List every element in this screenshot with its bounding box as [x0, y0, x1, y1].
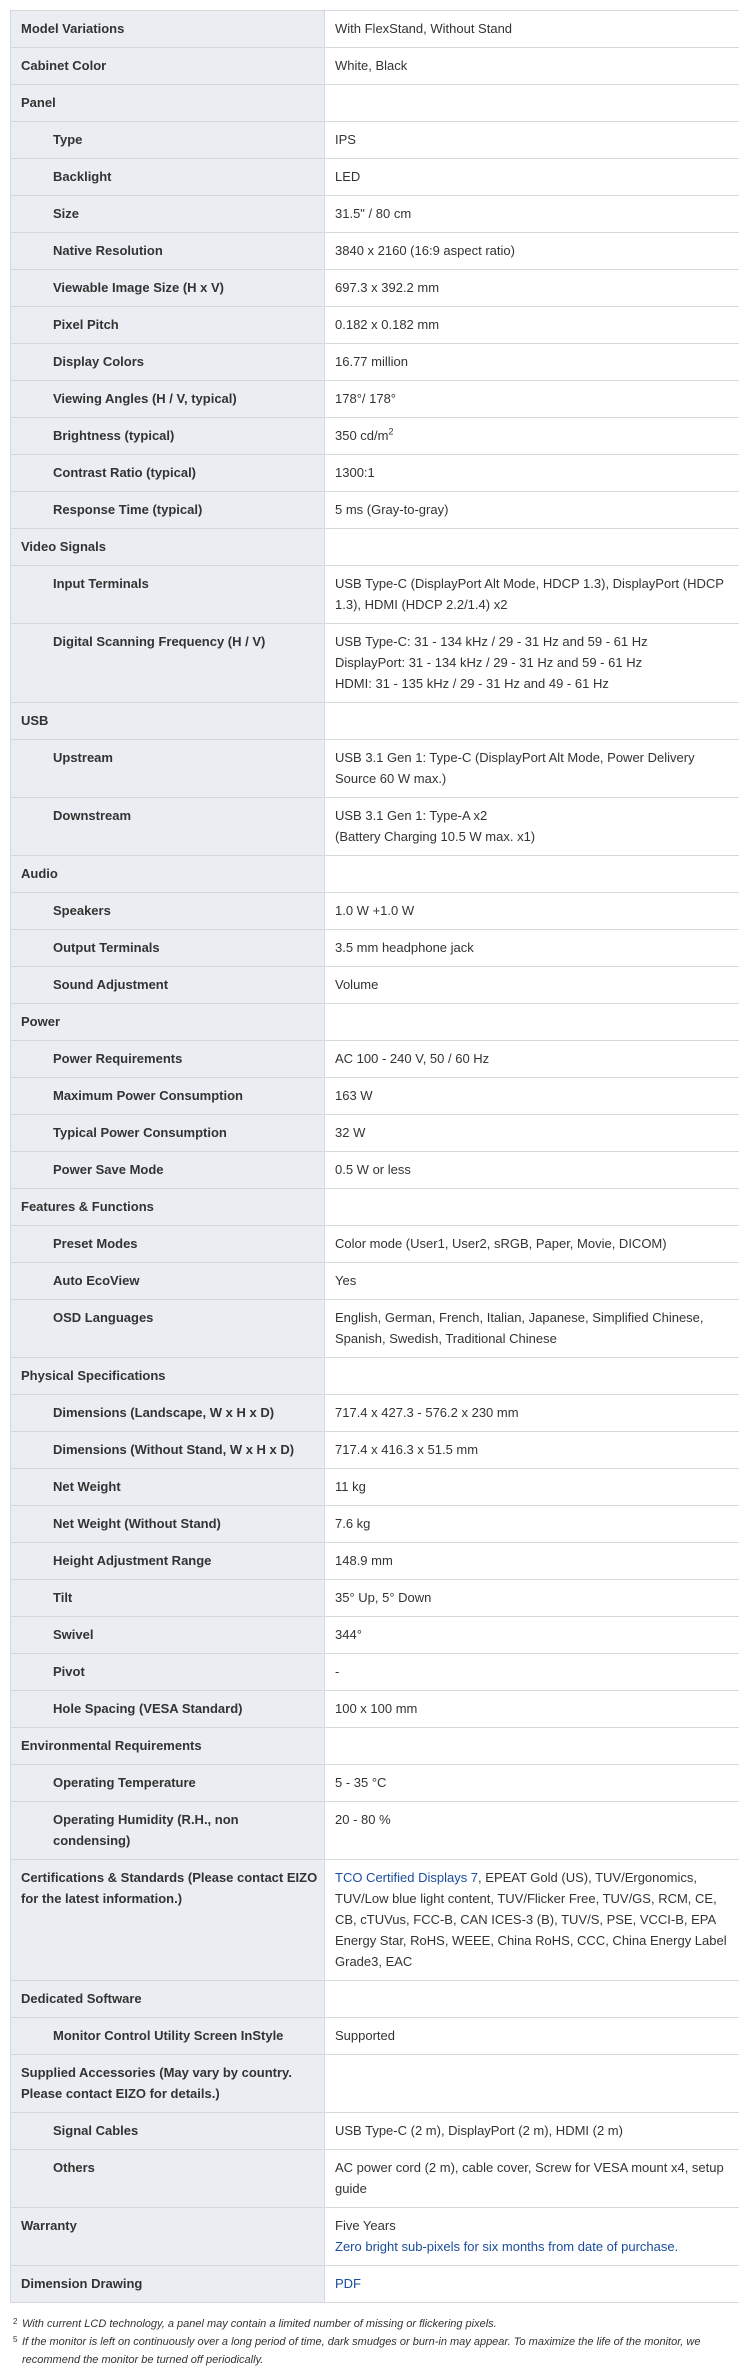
spec-value-line: Supported [335, 2025, 737, 2046]
spec-row [11, 159, 739, 196]
spec-value [325, 1004, 739, 1041]
spec-value [325, 798, 739, 856]
spec-value-line: 16.77 million [335, 351, 737, 372]
spec-section-row [11, 856, 739, 893]
spec-label: Size [11, 196, 325, 233]
spec-value-line: USB Type-C (2 m), DisplayPort (2 m), HDMI (2 m) [335, 2120, 737, 2141]
spec-value [325, 159, 739, 196]
spec-value-line: 178°/ 178° [335, 388, 737, 409]
spec-label: Native Resolution [11, 233, 325, 270]
spec-value [325, 893, 739, 930]
spec-value [325, 2266, 739, 2303]
spec-value-line: 1.0 W +1.0 W [335, 900, 737, 921]
spec-label: Upstream [11, 740, 325, 798]
spec-value-line: 717.4 x 416.3 x 51.5 mm [335, 1439, 737, 1460]
spec-value [325, 2018, 739, 2055]
spec-row [11, 2113, 739, 2150]
spec-value [325, 1543, 739, 1580]
footnotes [10, 2315, 730, 2369]
spec-row [11, 1395, 739, 1432]
spec-value-line: LED [335, 166, 737, 187]
spec-row [11, 1691, 739, 1728]
spec-label: Others [11, 2150, 325, 2208]
dimension-drawing-pdf-link[interactable]: PDF [335, 2276, 361, 2291]
spec-value-line: 20 - 80 % [335, 1809, 737, 1830]
spec-value [325, 1654, 739, 1691]
spec-row [11, 196, 739, 233]
spec-label: Preset Modes [11, 1226, 325, 1263]
spec-label: Operating Humidity (R.H., non condensing) [11, 1802, 325, 1860]
spec-value [325, 856, 739, 893]
spec-label: Physical Specifications [11, 1358, 325, 1395]
spec-row [11, 381, 739, 418]
spec-value-line: 163 W [335, 1085, 737, 1106]
spec-value-line: AC power cord (2 m), cable cover, Screw for VESA mount x4, setup guide [335, 2157, 737, 2199]
spec-value-text: 350 cd/m [335, 428, 388, 443]
footnote-mark: 2 [13, 2318, 17, 2326]
spec-value-line: 31.5" / 80 cm [335, 203, 737, 224]
spec-value [325, 1506, 739, 1543]
spec-value [325, 1981, 739, 2018]
spec-label: Audio [11, 856, 325, 893]
spec-value [325, 307, 739, 344]
spec-value [325, 1041, 739, 1078]
spec-row [11, 798, 739, 856]
spec-row [11, 455, 739, 492]
spec-value-line: 697.3 x 392.2 mm [335, 277, 737, 298]
spec-row [11, 1226, 739, 1263]
spec-value-line: English, German, French, Italian, Japanese, Simplified Chinese, Spanish, Swedish, Traditional Chinese [335, 1307, 737, 1349]
spec-container [10, 10, 730, 2369]
spec-label: Backlight [11, 159, 325, 196]
spec-row [11, 930, 739, 967]
spec-label: Operating Temperature [11, 1765, 325, 1802]
spec-label: OSD Languages [11, 1300, 325, 1358]
spec-label: Warranty [11, 2208, 325, 2266]
footnote-text: With current LCD technology, a panel may contain a limited number of missing or flickering pixels. [22, 2318, 497, 2330]
spec-row [11, 624, 739, 703]
spec-label: Maximum Power Consumption [11, 1078, 325, 1115]
spec-row [11, 233, 739, 270]
spec-label: Tilt [11, 1580, 325, 1617]
superscript: 2 [388, 427, 393, 437]
spec-value [325, 48, 739, 85]
spec-section-row [11, 2055, 739, 2113]
spec-label: Dimensions (Landscape, W x H x D) [11, 1395, 325, 1432]
spec-value-line: 0.5 W or less [335, 1159, 737, 1180]
spec-value-line: Volume [335, 974, 737, 995]
spec-section-row [11, 2266, 739, 2303]
spec-label: Viewing Angles (H / V, typical) [11, 381, 325, 418]
spec-label: Typical Power Consumption [11, 1115, 325, 1152]
spec-section-row [11, 529, 739, 566]
spec-label: Auto EcoView [11, 1263, 325, 1300]
spec-label: Features & Functions [11, 1189, 325, 1226]
spec-row [11, 1041, 739, 1078]
spec-label: Power [11, 1004, 325, 1041]
specifications-body [11, 11, 739, 2303]
spec-label: Cabinet Color [11, 48, 325, 85]
spec-row [11, 1432, 739, 1469]
spec-label: Environmental Requirements [11, 1728, 325, 1765]
spec-label: Contrast Ratio (typical) [11, 455, 325, 492]
footnote [10, 2333, 730, 2369]
spec-value [325, 2208, 739, 2266]
spec-value-line: AC 100 - 240 V, 50 / 60 Hz [335, 1048, 737, 1069]
spec-value [325, 1860, 739, 1981]
spec-value [325, 2113, 739, 2150]
spec-section-row [11, 1358, 739, 1395]
spec-value [325, 624, 739, 703]
spec-row [11, 344, 739, 381]
tco-certified-link[interactable]: TCO Certified Displays 7 [335, 1870, 478, 1885]
spec-value-line: 5 - 35 °C [335, 1772, 737, 1793]
spec-row [11, 270, 739, 307]
spec-section-row [11, 2208, 739, 2266]
spec-row [11, 307, 739, 344]
spec-label: Signal Cables [11, 2113, 325, 2150]
spec-value-line: USB Type-C (DisplayPort Alt Mode, HDCP 1.3), DisplayPort (HDCP 1.3), HDMI (HDCP 2.2/1.4) x2 [335, 573, 737, 615]
spec-value [325, 1617, 739, 1654]
spec-row [11, 1765, 739, 1802]
spec-value-line [335, 2273, 737, 2294]
spec-value [325, 1189, 739, 1226]
spec-value [325, 930, 739, 967]
spec-value [325, 703, 739, 740]
spec-row [11, 492, 739, 529]
spec-section-row [11, 1981, 739, 2018]
footnote-text: If the monitor is left on continuously over a long period of time, dark smudges or burn-in may appear. To maximize the life of the monitor, we recommend the monitor be turned off periodically. [22, 2336, 700, 2366]
spec-value [325, 492, 739, 529]
spec-label: Dimension Drawing [11, 2266, 325, 2303]
spec-value [325, 196, 739, 233]
spec-label: Power Save Mode [11, 1152, 325, 1189]
spec-value-line: Color mode (User1, User2, sRGB, Paper, Movie, DICOM) [335, 1233, 737, 1254]
spec-row [11, 1580, 739, 1617]
spec-value-line: HDMI: 31 - 135 kHz / 29 - 31 Hz and 49 - 61 Hz [335, 673, 737, 694]
spec-label: Output Terminals [11, 930, 325, 967]
spec-value-line: Five Years [335, 2215, 737, 2236]
spec-value [325, 1078, 739, 1115]
spec-label: Height Adjustment Range [11, 1543, 325, 1580]
spec-value-line: IPS [335, 129, 737, 150]
spec-value [325, 1115, 739, 1152]
spec-label: Sound Adjustment [11, 967, 325, 1004]
spec-value-line: 3.5 mm headphone jack [335, 937, 737, 958]
spec-label: Speakers [11, 893, 325, 930]
spec-row [11, 1078, 739, 1115]
spec-label: Model Variations [11, 11, 325, 48]
spec-value-line: 35° Up, 5° Down [335, 1587, 737, 1608]
spec-label: Net Weight (Without Stand) [11, 1506, 325, 1543]
spec-row [11, 893, 739, 930]
spec-value [325, 2150, 739, 2208]
spec-row [11, 1300, 739, 1358]
spec-section-row [11, 48, 739, 85]
spec-value-line: (Battery Charging 10.5 W max. x1) [335, 826, 737, 847]
footnote [10, 2315, 730, 2333]
spec-value-line: White, Black [335, 55, 737, 76]
spec-label: Net Weight [11, 1469, 325, 1506]
spec-value [325, 344, 739, 381]
spec-row [11, 418, 739, 455]
spec-value [325, 85, 739, 122]
spec-value-line: Yes [335, 1270, 737, 1291]
spec-value-line: 3840 x 2160 (16:9 aspect ratio) [335, 240, 737, 261]
spec-value [325, 455, 739, 492]
spec-value [325, 122, 739, 159]
spec-value-line: DisplayPort: 31 - 134 kHz / 29 - 31 Hz and 59 - 61 Hz [335, 652, 737, 673]
spec-value [325, 233, 739, 270]
spec-value-line: USB 3.1 Gen 1: Type-C (DisplayPort Alt Mode, Power Delivery Source 60 W max.) [335, 747, 737, 789]
spec-value [325, 566, 739, 624]
spec-label: Supplied Accessories (May vary by country. Please contact EIZO for details.) [11, 2055, 325, 2113]
spec-value [325, 967, 739, 1004]
spec-label: Response Time (typical) [11, 492, 325, 529]
spec-label: Brightness (typical) [11, 418, 325, 455]
spec-label: Monitor Control Utility Screen InStyle [11, 2018, 325, 2055]
spec-label: Input Terminals [11, 566, 325, 624]
spec-value [325, 418, 739, 455]
spec-value-line: With FlexStand, Without Stand [335, 18, 737, 39]
spec-value [325, 1765, 739, 1802]
spec-row [11, 1543, 739, 1580]
spec-value [325, 1263, 739, 1300]
spec-row [11, 1469, 739, 1506]
spec-label: Panel [11, 85, 325, 122]
spec-section-row [11, 1728, 739, 1765]
spec-row [11, 1506, 739, 1543]
spec-row [11, 122, 739, 159]
spec-section-row [11, 1004, 739, 1041]
spec-value [325, 270, 739, 307]
spec-value [325, 1300, 739, 1358]
spec-label: Downstream [11, 798, 325, 856]
spec-label: Power Requirements [11, 1041, 325, 1078]
spec-row [11, 740, 739, 798]
spec-value [325, 2055, 739, 2113]
spec-value [325, 1580, 739, 1617]
spec-row [11, 1617, 739, 1654]
footnote-mark: 5 [13, 2336, 17, 2344]
spec-section-row [11, 11, 739, 48]
spec-value [325, 1802, 739, 1860]
spec-value-line: - [335, 1661, 737, 1682]
spec-value-line: 100 x 100 mm [335, 1698, 737, 1719]
spec-row [11, 1654, 739, 1691]
spec-label: Dimensions (Without Stand, W x H x D) [11, 1432, 325, 1469]
spec-value-line: USB 3.1 Gen 1: Type-A x2 [335, 805, 737, 826]
spec-label: Display Colors [11, 344, 325, 381]
spec-section-row [11, 1189, 739, 1226]
spec-value-line: 148.9 mm [335, 1550, 737, 1571]
spec-row [11, 2150, 739, 2208]
spec-label: Video Signals [11, 529, 325, 566]
spec-value [325, 1691, 739, 1728]
spec-value [325, 529, 739, 566]
spec-label: Type [11, 122, 325, 159]
spec-value [325, 1152, 739, 1189]
spec-value [325, 381, 739, 418]
spec-value-line: 7.6 kg [335, 1513, 737, 1534]
spec-value-line: 717.4 x 427.3 - 576.2 x 230 mm [335, 1402, 737, 1423]
spec-value-line: USB Type-C: 31 - 134 kHz / 29 - 31 Hz and 59 - 61 Hz [335, 631, 737, 652]
spec-row [11, 1263, 739, 1300]
spec-row [11, 967, 739, 1004]
spec-value-line: 1300:1 [335, 462, 737, 483]
spec-value [325, 1469, 739, 1506]
spec-section-row [11, 1860, 739, 1981]
spec-value-text: , EPEAT Gold (US), TUV/Ergonomics, TUV/Low blue light content, TUV/Flicker Free, TUV/GS, RCM, CE, CB, cTUVus, FCC-B, CAN ICES-3 (B), TUV/S, PSE, VCCI-B, EPA Energy Star, RoHS, WEEE, China RoHS, CCC, China Energy Label Grade3, EAC [335, 1870, 727, 1969]
spec-label: Pivot [11, 1654, 325, 1691]
spec-value [325, 1728, 739, 1765]
spec-row [11, 1802, 739, 1860]
spec-value-line: 11 kg [335, 1476, 737, 1497]
spec-label: Dedicated Software [11, 1981, 325, 2018]
spec-row [11, 566, 739, 624]
spec-label: Pixel Pitch [11, 307, 325, 344]
spec-value [325, 1432, 739, 1469]
spec-value-line [335, 1867, 737, 1972]
spec-value [325, 740, 739, 798]
spec-label: USB [11, 703, 325, 740]
spec-label: Swivel [11, 1617, 325, 1654]
spec-row [11, 1115, 739, 1152]
spec-label: Hole Spacing (VESA Standard) [11, 1691, 325, 1728]
spec-row [11, 1152, 739, 1189]
zero-bright-sub-pixels-link[interactable]: Zero bright sub-pixels for six months from date of purchase. [335, 2236, 737, 2257]
spec-value [325, 1395, 739, 1432]
spec-label: Viewable Image Size (H x V) [11, 270, 325, 307]
spec-value [325, 1226, 739, 1263]
spec-value-line: 0.182 x 0.182 mm [335, 314, 737, 335]
spec-value [325, 1358, 739, 1395]
spec-label: Digital Scanning Frequency (H / V) [11, 624, 325, 703]
spec-value-line: 32 W [335, 1122, 737, 1143]
spec-row [11, 2018, 739, 2055]
spec-section-row [11, 85, 739, 122]
spec-value-line: 5 ms (Gray-to-gray) [335, 499, 737, 520]
spec-label: Certifications & Standards (Please contact EIZO for the latest information.) [11, 1860, 325, 1981]
spec-value-line: 344° [335, 1624, 737, 1645]
spec-value [325, 11, 739, 48]
specifications-table [10, 10, 739, 2303]
spec-section-row [11, 703, 739, 740]
spec-value-line [335, 425, 737, 446]
